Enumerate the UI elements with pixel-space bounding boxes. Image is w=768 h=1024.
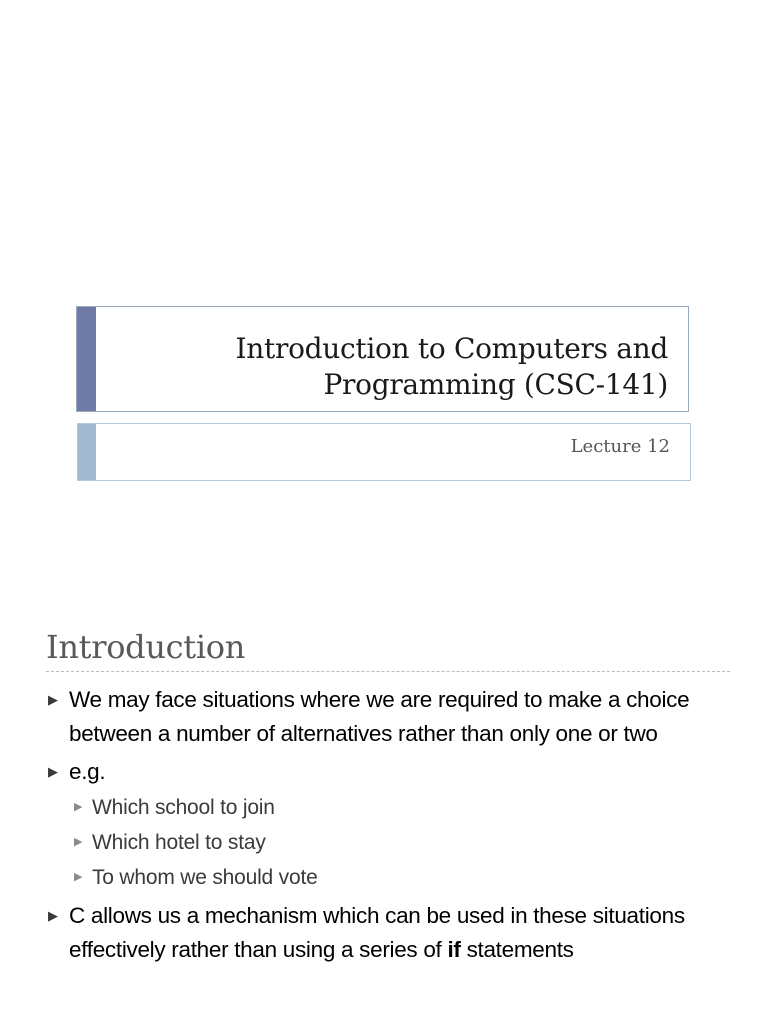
subtitle-accent-bar [78, 424, 96, 480]
triangle-right-icon: ▶ [74, 801, 83, 813]
bullet-text: e.g. [69, 759, 106, 784]
section-heading: Introduction [46, 628, 246, 666]
sub-bullet-item [73, 790, 736, 825]
sub-bullet-text: Which school to join [92, 796, 275, 819]
sub-bullet-item [73, 825, 736, 860]
slide-title [148, 331, 668, 403]
triangle-right-icon: ▶ [74, 836, 83, 848]
triangle-right-icon: ▶ [48, 908, 58, 923]
sub-bullet-text: To whom we should vote [92, 866, 318, 889]
bullet-text: We may face situations where we are required to make a choice between a number of alternatives rather than only one or two [69, 687, 690, 746]
bullet-item [46, 755, 736, 789]
triangle-right-icon: ▶ [48, 692, 58, 707]
triangle-right-icon: ▶ [48, 764, 58, 779]
title-accent-bar [77, 307, 96, 411]
bullet-list [46, 683, 736, 967]
heading-divider [46, 671, 730, 672]
slide-title-line-2: Programming (CSC-141) [323, 368, 668, 401]
triangle-right-icon: ▶ [74, 871, 83, 883]
bullet-text-tail: statements [466, 937, 574, 962]
sub-bullet-item [73, 860, 736, 895]
title-box [76, 306, 689, 412]
sub-bullet-list [73, 790, 736, 895]
sub-bullet-text: Which hotel to stay [92, 831, 266, 854]
slide-title-line-1: Introduction to Computers and [235, 332, 668, 365]
slide-subtitle: Lecture 12 [570, 436, 670, 457]
bullet-keyword: if [447, 937, 461, 962]
bullet-item [46, 683, 736, 751]
subtitle-box [77, 423, 691, 481]
bullet-item [46, 899, 736, 967]
bullet-text: C allows us a mechanism which can be used in these situations effectively rather than using a series of [69, 903, 685, 962]
